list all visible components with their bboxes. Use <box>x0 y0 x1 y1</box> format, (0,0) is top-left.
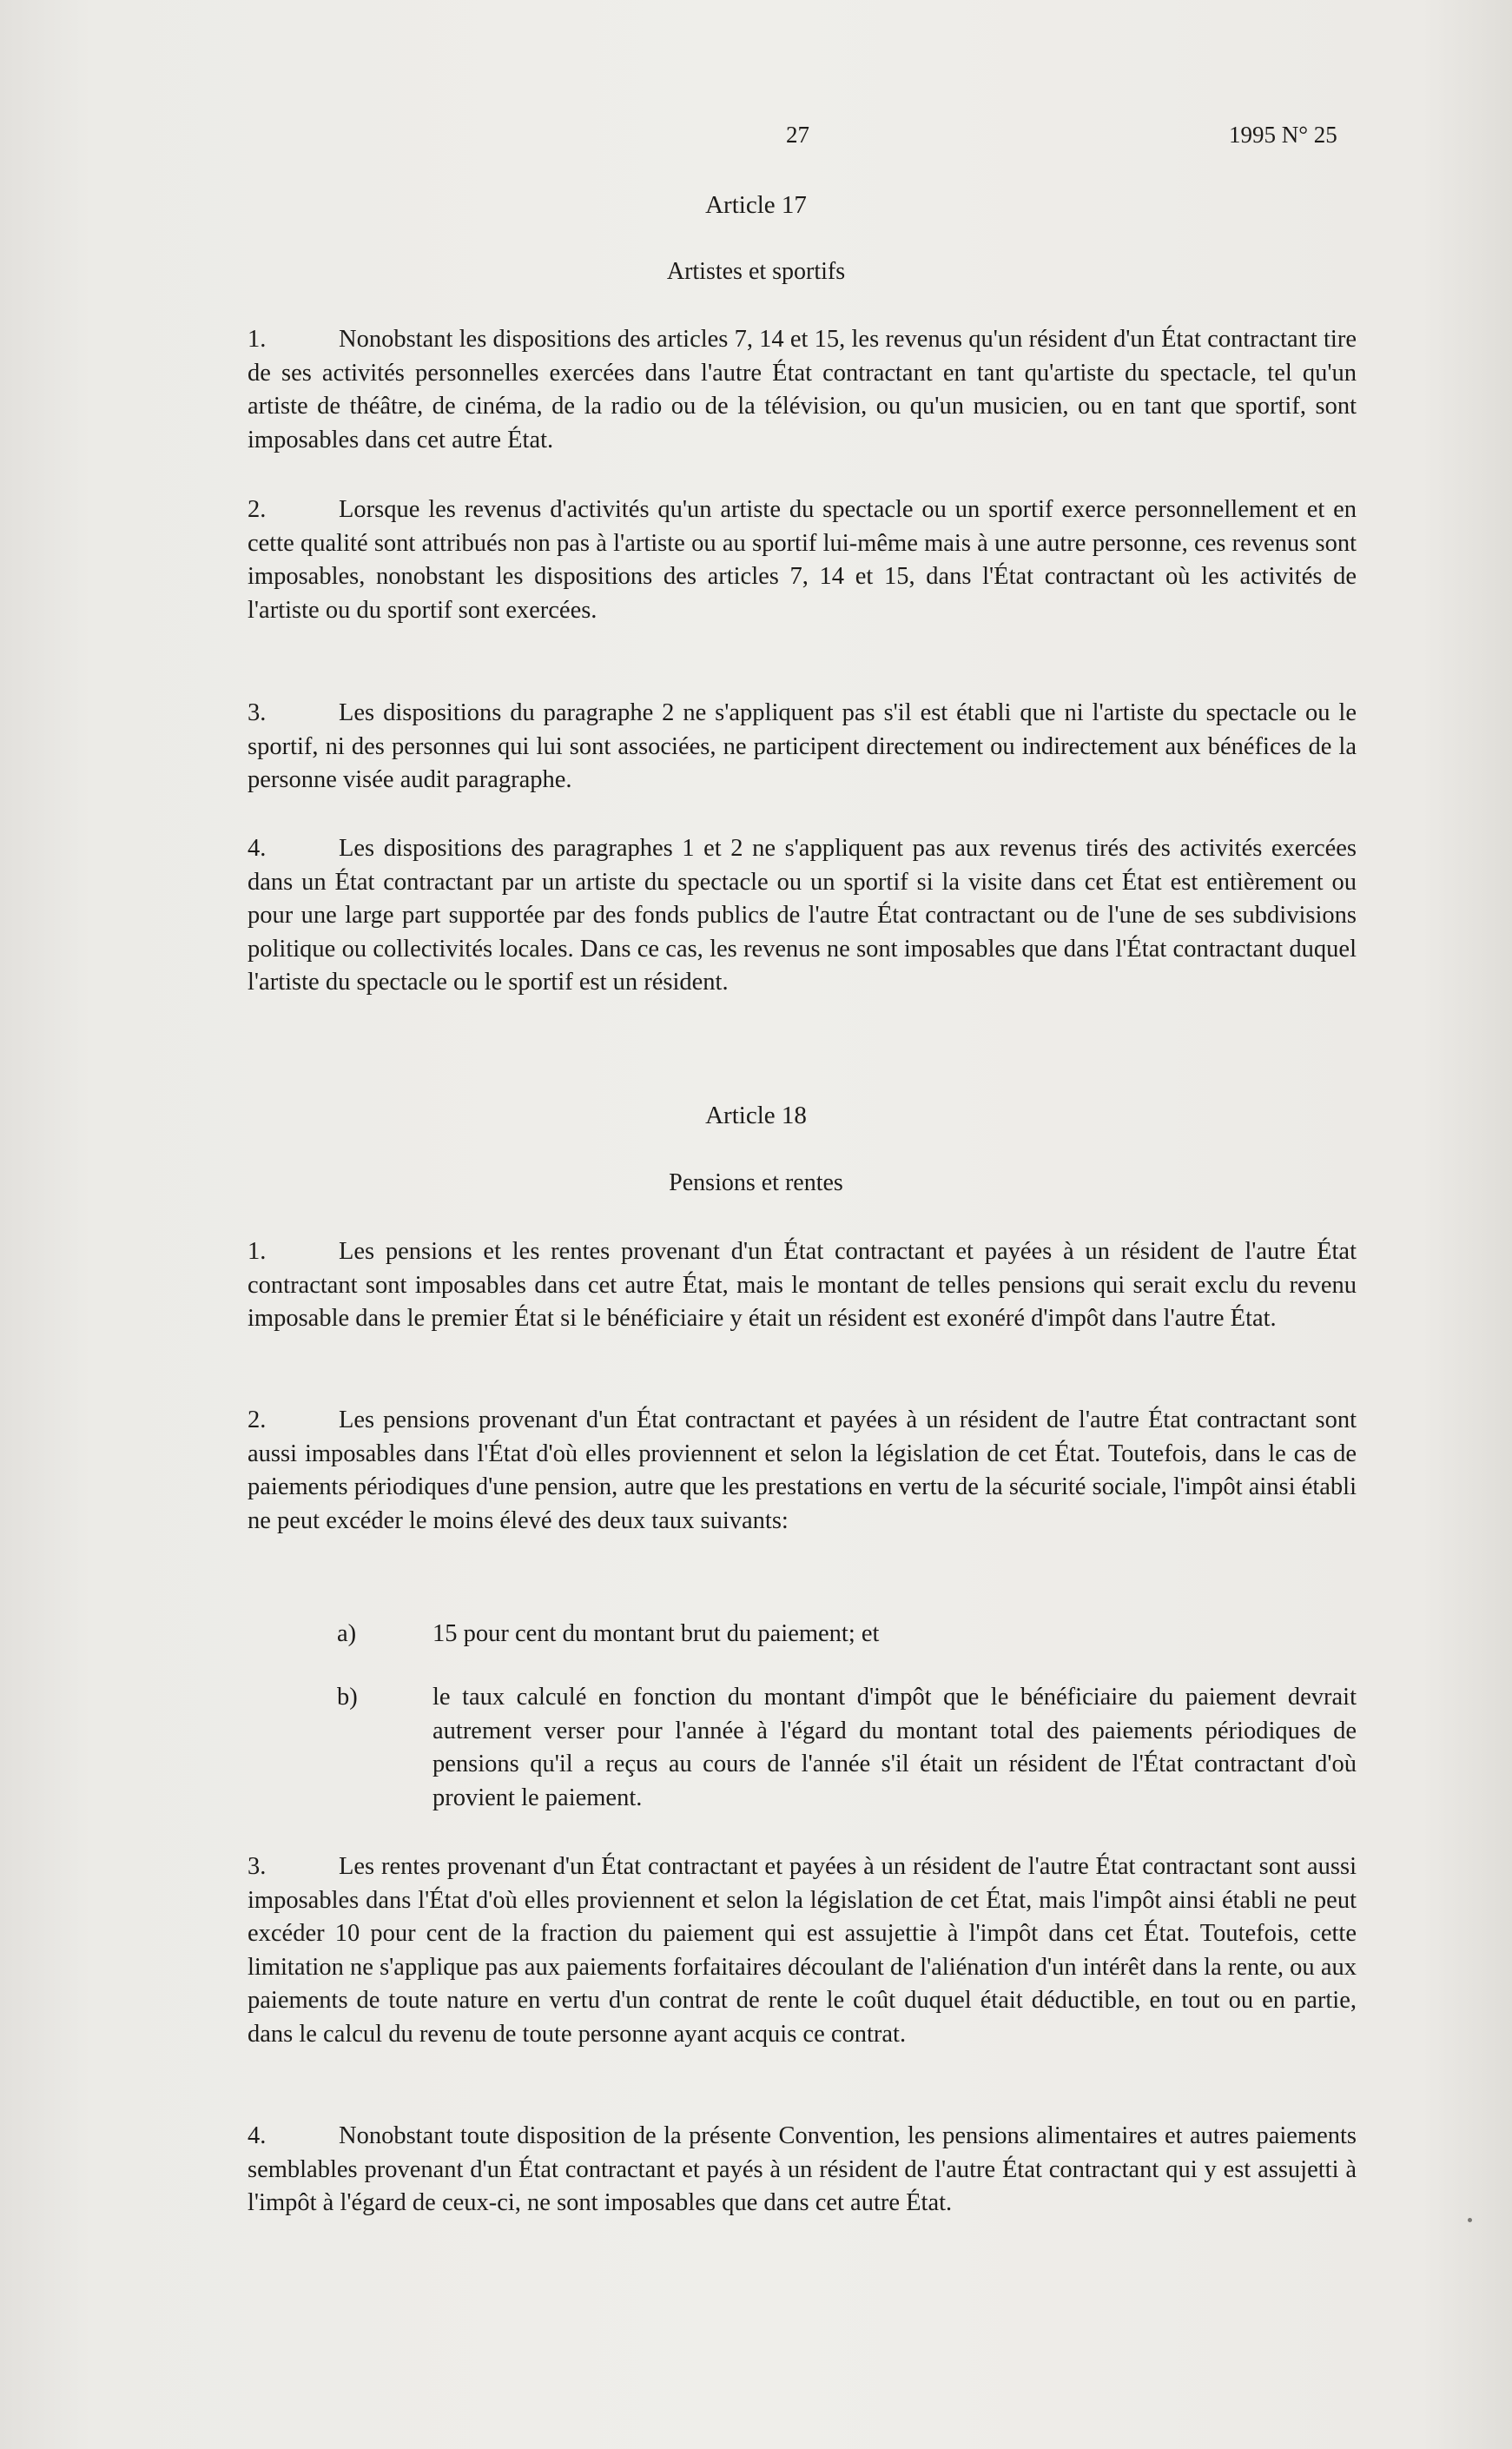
paragraph-text: Nonobstant les dispositions des articles 7, 14 et 15, les revenus qu'un résident d'un État contractant tire de ses activités personnelles exercées dans l'autre État contractant en tant qu'artiste du spectacle, tel qu'un artiste de théâtre, de cinéma, de la radio ou de la télévision, ou qu'un musicien, ou en tant que sportif, sont imposables dans cet autre État. <box>248 326 1357 453</box>
paragraph-text: Les dispositions des paragraphes 1 et 2 ne s'appliquent pas aux revenus tirés des activités exercées dans un État contractant par un artiste du spectacle ou un sportif si la visite dans cet État est entièrement ou pour une large part supportée par des fonds publics de l'autre État contractant ou de l'une de ses subdivisions politique ou collectivités locales. Dans ce cas, les revenus ne sont imposables que dans l'État contractant duquel l'artiste du spectacle ou le sportif est un résident. <box>248 835 1357 996</box>
paragraph-number: 3. <box>248 1853 267 1880</box>
article-18-subtitle: Pensions et rentes <box>669 1169 843 1196</box>
paragraph-text: Les dispositions du paragraphe 2 ne s'appliquent pas s'il est établi que ni l'artiste du spectacle ou le sportif, ni des personnes qui lui sont associées, ne participent directement ou indirectement aux bénéfices de la personne visée audit paragraphe. <box>248 699 1357 793</box>
paragraph-text: Les pensions et les rentes provenant d'un État contractant et payées à un résident de l'autre État contractant sont imposables dans cet autre État, mais le montant de telles pensions qui serait exclu du revenu imposable dans le premier État si le bénéficiaire y était un résident est exonéré d'impôt dans l'autre État. <box>248 1238 1357 1332</box>
article-17-subtitle: Artistes et sportifs <box>666 258 846 285</box>
paper-speck <box>1468 2218 1472 2222</box>
page-number: 27 <box>786 122 809 148</box>
paragraph-number: 4. <box>248 835 267 862</box>
paragraph-text: Les rentes provenant d'un État contractant et payées à un résident de l'autre État contractant sont aussi imposables dans l'État d'où elles proviennent et selon la législation de cet État, mais l'impôt ainsi établi ne peut excéder 10 pour cent de la fraction du paiement qui est assujettie à l'impôt dans cet État. Toutefois, cette limitation ne s'applique pas aux paiements forfaitaires découlant de l'aliénation d'un intérêt dans la rente, ou aux paiements de toute nature en vertu d'un contrat de rente le coût duquel était déductible, en tout ou en partie, dans le calcul du revenu de toute personne ayant acquis ce contrat. <box>248 1853 1357 2048</box>
article-17-paragraph-2 <box>248 493 1357 627</box>
sub-item-letter: b) <box>337 1684 358 1711</box>
paragraph-number: 3. <box>248 699 267 726</box>
paragraph-number: 2. <box>248 1407 267 1433</box>
article-17-paragraph-3 <box>248 697 1357 798</box>
issue-number: 1995 N° 25 <box>1229 122 1337 148</box>
page-header <box>0 122 1512 156</box>
paragraph-text: Les pensions provenant d'un État contractant et payées à un résident de l'autre État contractant sont aussi imposables dans l'État d'où elles proviennent et selon la législation de cet État. Toutefois, dans le cas de paiements périodiques d'une pension, autre que les prestations en vertu de la sécurité sociale, l'impôt ainsi établi ne peut excéder le moins élevé des deux taux suivants: <box>248 1407 1357 1534</box>
sub-item-b <box>248 1681 1357 1815</box>
article-17-title: Article 17 <box>705 191 807 219</box>
sub-item-letter: a) <box>337 1620 357 1647</box>
article-18-paragraph-4 <box>248 2120 1357 2221</box>
article-18-paragraph-3 <box>248 1850 1357 2051</box>
paragraph-text: Lorsque les revenus d'activités qu'un artiste du spectacle ou un sportif exerce personnellement et en cette qualité sont attribués non pas à l'artiste ou au sportif lui-même mais à une autre personne, ces revenus sont imposables, nonobstant les dispositions des articles 7, 14 et 15, dans l'État contractant où les activités de l'artiste ou du sportif sont exercées. <box>248 496 1357 624</box>
article-18-paragraph-2 <box>248 1404 1357 1538</box>
article-18-title: Article 18 <box>705 1102 807 1129</box>
paragraph-number: 1. <box>248 326 267 353</box>
paragraph-text: Nonobstant toute disposition de la présente Convention, les pensions alimentaires et autres paiements semblables provenant d'un État contractant et payés à un résident de l'autre État contractant qui y est assujetti à l'impôt à l'égard de ceux-ci, ne sont imposables que dans cet autre État. <box>248 2122 1357 2216</box>
paragraph-number: 4. <box>248 2122 267 2149</box>
sub-item-text: 15 pour cent du montant brut du paiement; et <box>432 1620 880 1647</box>
sub-item-text: le taux calculé en fonction du montant d'impôt que le bénéficiaire du paiement devrait autrement verser pour l'année à l'égard du montant total des paiements périodiques de pensions qu'il a reçus au cours de l'année s'il était un résident de l'État contractant d'où provient le paiement. <box>432 1684 1357 1811</box>
paragraph-number: 1. <box>248 1238 267 1265</box>
paragraph-number: 2. <box>248 496 267 523</box>
article-17-paragraph-1 <box>248 323 1357 457</box>
sub-item-a <box>248 1618 1357 1651</box>
article-17-paragraph-4 <box>248 832 1357 1000</box>
article-18-paragraph-1 <box>248 1235 1357 1336</box>
